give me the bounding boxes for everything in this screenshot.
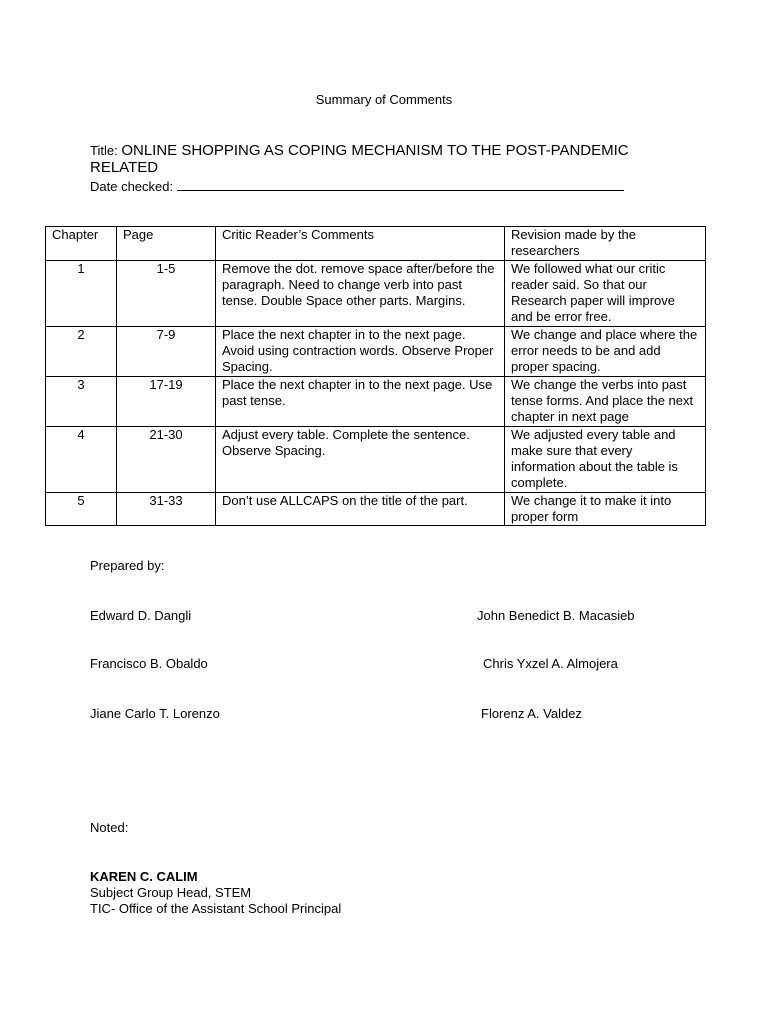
preparer-name: Edward D. Dangli (90, 608, 192, 623)
cell-chapter: 5 (46, 492, 117, 526)
cell-chapter: 4 (46, 426, 117, 492)
title-value: ONLINE SHOPPING AS COPING MECHANISM TO THE POST-PANDEMIC RELATED (90, 142, 629, 176)
cell-page: 7-9 (117, 326, 216, 376)
cell-page: 17-19 (117, 376, 216, 426)
cell-revision: We change it to make it into proper form (505, 492, 706, 526)
table-row (46, 326, 706, 376)
cell-chapter: 2 (46, 326, 117, 376)
table-row (46, 260, 706, 326)
comments-table (45, 226, 706, 526)
cell-chapter: 3 (46, 376, 117, 426)
preparer-name: Chris Yxzel A. Almojera (483, 656, 618, 671)
table-row (46, 426, 706, 492)
preparer-name: Francisco B. Obaldo (90, 656, 208, 671)
cell-comment: Don’t use ALLCAPS on the title of the part. (216, 492, 505, 526)
cell-chapter: 1 (46, 260, 117, 326)
header-chapter: Chapter (46, 227, 117, 261)
header-comments: Critic Reader’s Comments (216, 227, 505, 261)
table-header-row (46, 227, 706, 261)
noted-position: Subject Group Head, STEM (90, 885, 252, 900)
cell-comment: Place the next chapter in to the next page. Use past tense. (216, 376, 505, 426)
title-block (90, 142, 690, 176)
date-checked-label: Date checked: (90, 179, 174, 194)
preparer-name: Jiane Carlo T. Lorenzo (90, 706, 220, 721)
cell-page: 21-30 (117, 426, 216, 492)
cell-revision: We followed what our critic reader said. So that our Research paper will improve and be error free. (505, 260, 706, 326)
table-row (46, 492, 706, 526)
title-label: Title: (90, 143, 118, 158)
header-page: Page (117, 227, 216, 261)
cell-comment: Place the next chapter in to the next page. Avoid using contraction words. Observe Proper Spacing. (216, 326, 505, 376)
document-heading: Summary of Comments (315, 92, 453, 107)
cell-page: 1-5 (117, 260, 216, 326)
noted-name: KAREN C. CALIM (90, 869, 198, 884)
cell-page: 31-33 (117, 492, 216, 526)
header-revision: Revision made by the researchers (505, 227, 706, 261)
date-checked-blank (177, 177, 624, 191)
cell-revision: We change and place where the error needs to be and add proper spacing. (505, 326, 706, 376)
table-row (46, 376, 706, 426)
cell-revision: We change the verbs into past tense forms. And place the next chapter in next page (505, 376, 706, 426)
prepared-by-label: Prepared by: (90, 558, 165, 573)
noted-position: TIC- Office of the Assistant School Principal (90, 901, 342, 916)
preparer-name: Florenz A. Valdez (481, 706, 582, 721)
noted-label: Noted: (90, 820, 129, 835)
preparer-name: John Benedict B. Macasieb (477, 608, 635, 623)
cell-comment: Adjust every table. Complete the sentence. Observe Spacing. (216, 426, 505, 492)
cell-comment: Remove the dot. remove space after/before the paragraph. Need to change verb into past tense. Double Space other parts. Margins. (216, 260, 505, 326)
date-checked-line (90, 177, 650, 194)
cell-revision: We adjusted every table and make sure that every information about the table is complete. (505, 426, 706, 492)
